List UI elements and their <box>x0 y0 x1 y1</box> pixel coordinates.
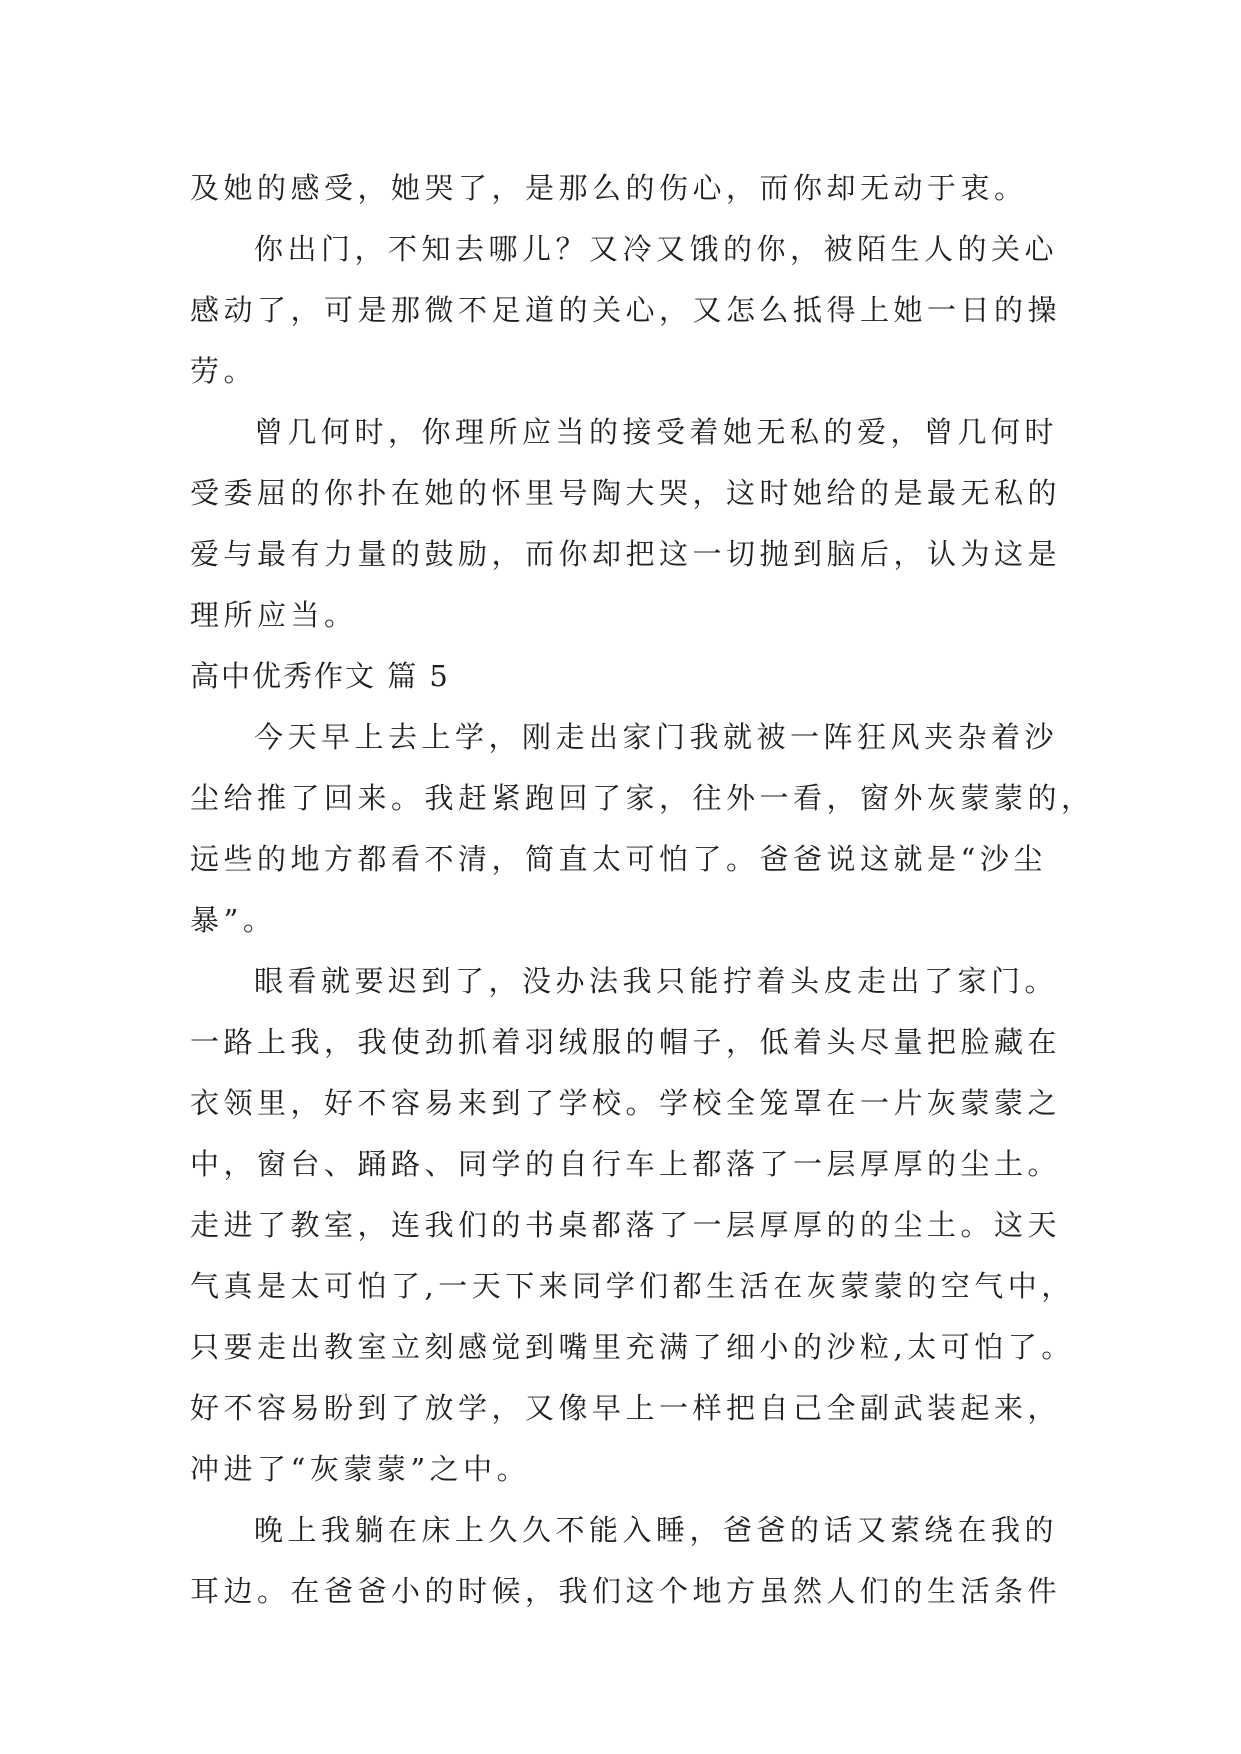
text-line: 受委屈的你扑在她的怀里号陶大哭，这时她给的是最无私的 <box>190 476 1062 510</box>
text-line: 冲进了“灰蒙蒙”之中。 <box>190 1452 531 1486</box>
document-body <box>190 158 1095 1622</box>
text-line: 耳边。在爸爸小的时候，我们这个地方虽然人们的生活条件 <box>190 1574 1062 1608</box>
text-line: 及她的感受，她哭了，是那么的伤心，而你却无动于衷。 <box>190 171 1028 205</box>
text-line: 远些的地方都看不清，简直太可怕了。爸爸说这就是“沙尘 <box>190 842 1047 876</box>
text-line: 衣领里，好不容易来到了学校。学校全笼罩在一片灰蒙蒙之 <box>190 1086 1062 1120</box>
text-line: 一路上我，我使劲抓着羽绒服的帽子，低着头尽量把脸藏在 <box>190 1025 1062 1059</box>
paragraph-first-line: 今天早上去上学，刚走出家门我就被一阵狂风夹杂着沙 <box>254 720 1059 754</box>
paragraph-first-line: 眼看就要迟到了，没办法我只能拧着头皮走出了家门。 <box>254 964 1059 998</box>
text-line: 感动了，可是那微不足道的关心，又怎么抵得上她一日的操 <box>190 293 1062 327</box>
text-line: 走进了教室，连我们的书桌都落了一层厚厚的的尘土。这天 <box>190 1208 1062 1242</box>
text-line: 气真是太可怕了,一天下来同学们都生活在灰蒙蒙的空气中， <box>190 1269 1075 1303</box>
text-line: 中，窗台、踊路、同学的自行车上都落了一层厚厚的尘土。 <box>190 1147 1062 1181</box>
text-line: 好不容易盼到了放学，又像早上一样把自己全副武装起来， <box>190 1391 1062 1425</box>
text-line: 爱与最有力量的鼓励，而你却把这一切抛到脑后，认为这是 <box>190 537 1062 571</box>
paragraph-first-line: 晚上我躺在床上久久不能入睡，爸爸的话又萦绕在我的 <box>254 1513 1059 1547</box>
text-line: 劳。 <box>190 354 258 388</box>
section-heading: 高中优秀作文 篇 5 <box>190 659 450 693</box>
paragraph-first-line: 曾几何时，你理所应当的接受着她无私的爱，曾几何时 <box>254 415 1059 449</box>
paragraph-first-line: 你出门，不知去哪儿？又冷又饿的你，被陌生人的关心 <box>254 232 1059 266</box>
text-line: 尘给推了回来。我赶紧跑回了家，往外一看，窗外灰蒙蒙的， <box>190 781 1095 815</box>
text-line: 理所应当。 <box>190 598 358 632</box>
text-line: 只要走出教室立刻感觉到嘴里充满了细小的沙粒,太可怕了。 <box>190 1330 1075 1364</box>
text-line: 暴”。 <box>190 903 277 937</box>
